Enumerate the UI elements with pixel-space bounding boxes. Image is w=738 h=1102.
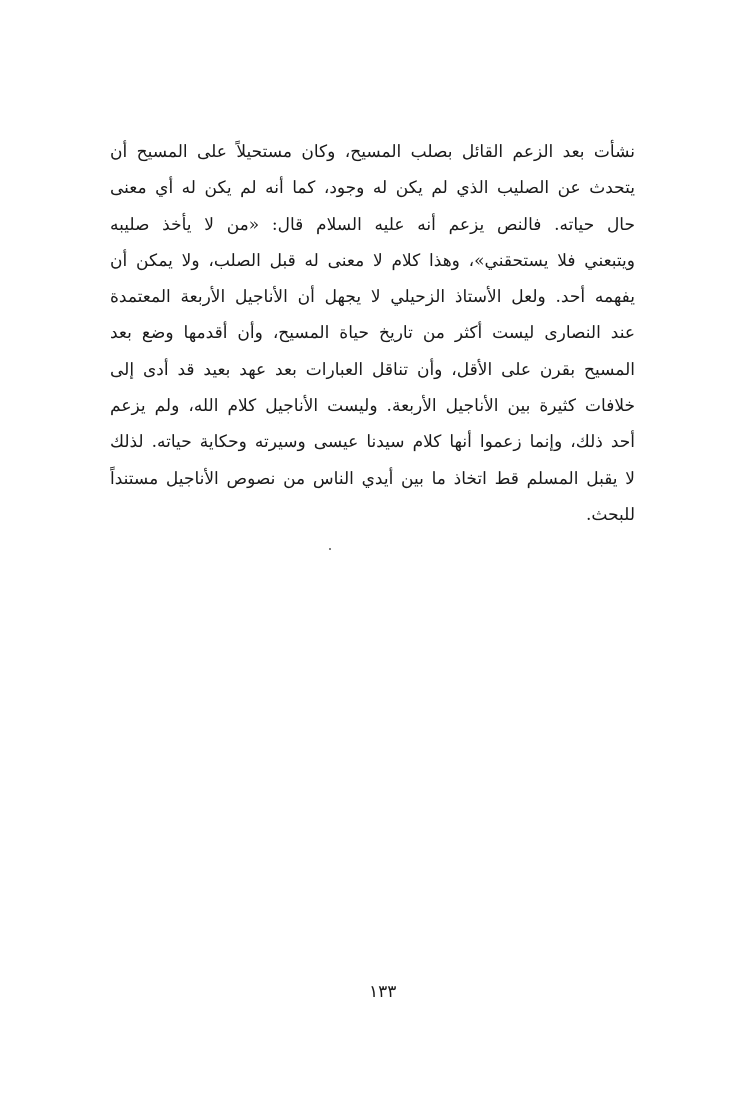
paragraph-line-8: خلافات كثيرة بين الأناجيل الأربعة. وليست الأناجيل كلام الله، ولم يزعم (110, 396, 635, 417)
paragraph-line-1: نشأت بعد الزعم القائل بصلب المسيح، وكان مستحيلاً على المسيح أن (110, 142, 635, 162)
body-paragraph (110, 134, 635, 533)
paragraph-line-10: لا يقبل المسلم قط اتخاذ ما بين أيدي الناس من نصوص الأناجيل مستنداً (110, 468, 635, 489)
paragraph-line-7: المسيح بقرن على الأقل، وأن تناقل العبارات بعد عهد بعيد قد أدى إلى (110, 359, 635, 380)
paragraph-line-5: يفهمه أحد. ولعل الأستاذ الزحيلي لا يجهل أن الأناجيل الأربعة المعتمدة (110, 287, 635, 308)
paragraph-line-3: حال حياته. فالنص يزعم أنه عليه السلام قال: «من لا يأخذ صليبه (110, 214, 635, 235)
paragraph-line-11: للبحث. (585, 504, 635, 525)
paragraph-line-4: ويتبعني فلا يستحقني»، وهذا كلام لا معنى له قبل الصلب، ولا يمكن أن (110, 250, 635, 271)
scan-speck (329, 548, 331, 550)
page-number: ١٣٣ (369, 982, 397, 1002)
paragraph-line-6: عند النصارى ليست أكثر من تاريخ حياة المسيح، وأن أقدمها وضع بعد (110, 323, 635, 344)
paragraph-line-2: يتحدث عن الصليب الذي لم يكن له وجود، كما أنه لم يكن له أي معنى (110, 178, 635, 199)
paragraph-line-9: أحد ذلك، وإنما زعموا أنها كلام سيدنا عيسى وسيرته وحكاية حياته. لذلك (110, 432, 635, 453)
